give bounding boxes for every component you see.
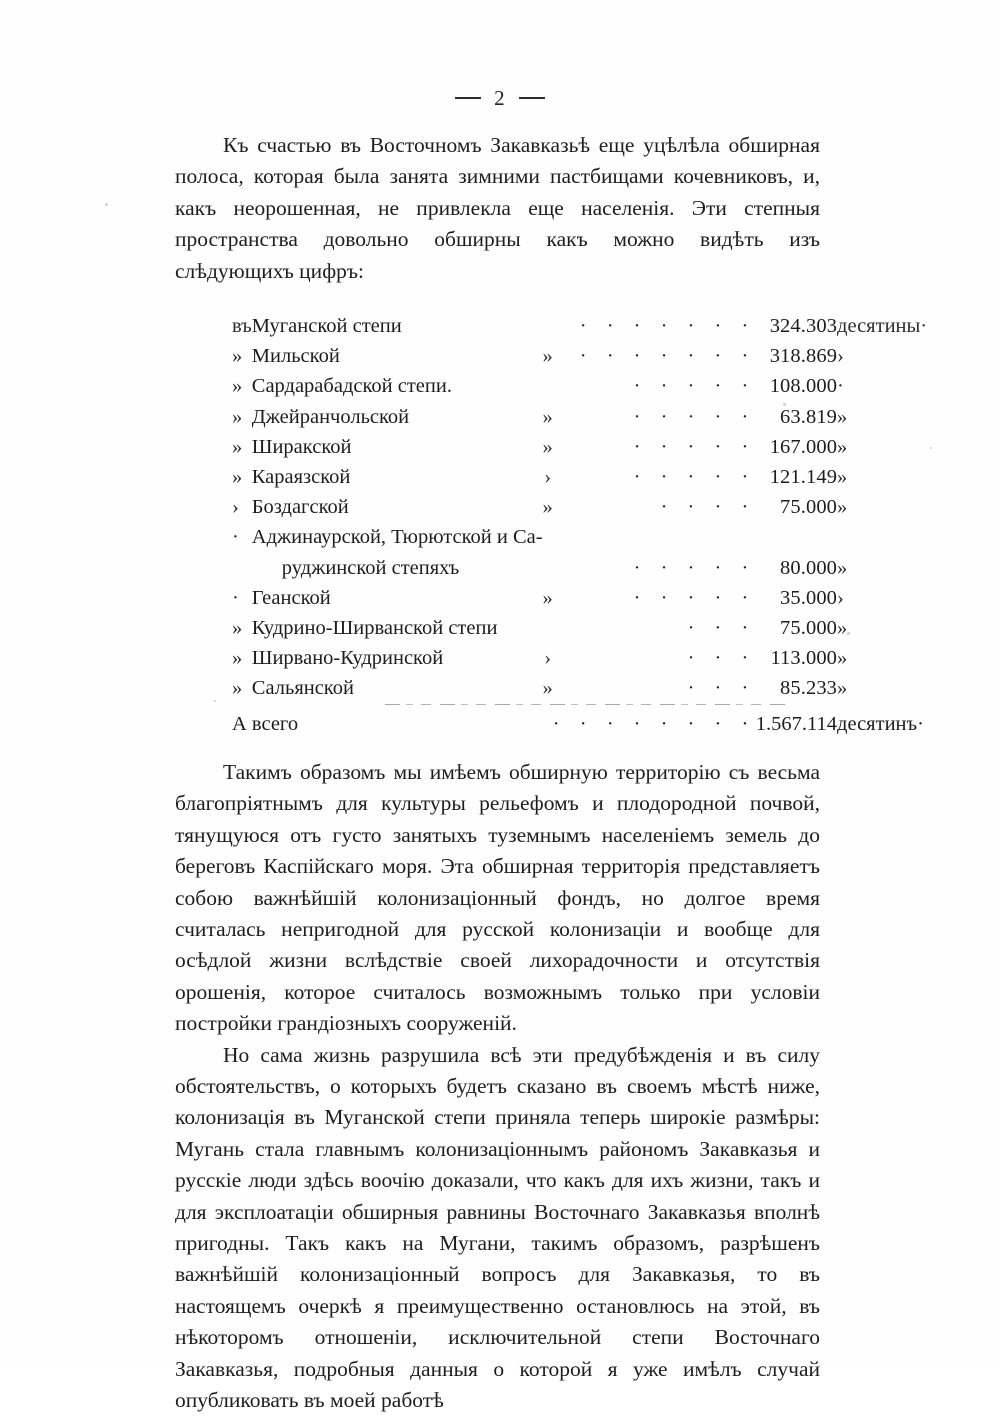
row-unit-marker: › (837, 345, 844, 368)
row-leader-dots: · · · · · (633, 435, 756, 458)
row-marker: » (232, 345, 243, 368)
row-marker: · (232, 526, 239, 549)
row-ditto-marker: » (542, 435, 553, 458)
steppes-table-row (232, 371, 927, 401)
total-rule-divider (385, 704, 787, 705)
row-steppe-name: Джейранчольской (251, 405, 410, 428)
row-unit-marker: » (837, 405, 848, 428)
row-steppe-name: Сардарабадской степи. (251, 375, 452, 398)
row-ditto-marker: » (542, 405, 553, 428)
row-marker: » (232, 375, 243, 398)
steppes-table-row (232, 583, 927, 613)
row-leader-dots: · · · (687, 617, 756, 640)
text-block (175, 130, 928, 1416)
row-ditto-marker: » (542, 345, 553, 368)
steppes-table-row (232, 643, 927, 673)
row-leader-dots: · · · (687, 647, 756, 670)
row-ditto-marker (543, 613, 553, 643)
row-leader-dots: · · · · · · · (579, 345, 756, 368)
row-leader-dots: · · · · (660, 496, 756, 519)
row-leader-dots (553, 522, 756, 552)
steppes-table-row (232, 553, 927, 583)
row-steppe-name: Кудрино-Ширванской степи (251, 617, 498, 640)
row-area-value: 75.000 (780, 496, 838, 519)
steppes-table-wrapper (175, 311, 928, 739)
row-area-value: 63.819 (780, 405, 838, 428)
row-leader-dots: · · · · · (633, 466, 756, 489)
row-ditto-marker: » (542, 586, 553, 609)
steppes-table-body (232, 311, 927, 739)
row-steppe-name: Боздагской (251, 496, 349, 519)
row-unit-marker: » (837, 647, 848, 670)
steppes-table-total-row (232, 704, 927, 739)
row-steppe-name: Муганской степи (251, 315, 402, 338)
row-ditto-marker: » (542, 677, 553, 700)
row-leader-dots: · · · · · (633, 375, 756, 398)
row-area-value: 108.000 (769, 375, 838, 398)
steppes-table-row (232, 673, 927, 703)
row-ditto-marker (543, 522, 553, 552)
row-steppe-name: Караязской (251, 466, 351, 489)
row-leader-dots: · · · (687, 677, 756, 700)
steppes-table-row (232, 311, 927, 341)
row-leader-dots: · · · · · (633, 556, 756, 579)
paragraph-2: Такимъ образомъ мы имѣемъ обширную территорію съ весьма благопріятнымъ для культуры рельефомъ и плодородной почвой, тянущуюся отъ густо занятыхъ туземнымъ населеніемъ земель до береговъ Каспійскаго моря. Эта обширная территорія представляетъ собою важнѣйшій колонизаціонный фондъ, но долгое время считалась непригодной для русской колонизаціи и вообще для осѣдлой жизни вслѣдствіе своей лихорадочности и отсутствія орошенія, которое считалось возможнымъ только при условіи постройки грандіозныхъ сооруженій. (175, 759, 820, 1036)
row-unit-marker: » (837, 435, 848, 458)
row-ditto-marker: › (544, 647, 552, 670)
row-marker: › (232, 496, 239, 519)
total-unit-label: десятинъ· (837, 712, 924, 735)
row-marker: · (232, 586, 239, 609)
total-leader-dots: · · · · · · · · (552, 712, 756, 735)
row-area-value: 35.000 (780, 586, 838, 609)
row-unit-marker: » (837, 496, 848, 519)
steppes-table-row (232, 402, 927, 432)
steppes-table (232, 311, 927, 739)
row-marker (232, 553, 252, 583)
steppes-table-row (232, 522, 927, 552)
row-ditto-marker (543, 371, 553, 401)
paragraph-1: Къ счастью въ Восточномъ Закавказьѣ еще уцѣлѣла обширная полоса, которая была занята зимними пастбищами кочевниковъ, и, какъ неорошенная, не привлекла еще населенія. Эти степныя пространства довольно обширны какъ можно видѣть изъ слѣдующихъ цифръ: (175, 133, 820, 283)
row-ditto-marker (543, 311, 553, 341)
row-marker: » (232, 466, 243, 489)
row-marker: » (232, 677, 243, 700)
scan-speck (930, 447, 932, 449)
scan-speck (105, 203, 108, 206)
row-steppe-name: Геанской (251, 586, 331, 609)
row-unit-marker: » (837, 677, 848, 700)
paragraph-3: Но сама жизнь разрушила всѣ эти предубѣжденія и въ силу обстоятельствъ, о которыхъ будетъ сказано въ своемъ мѣстѣ ниже, колонизація въ Муганской степи приняла теперь широкіе размѣры: Мугань стала главнымъ колонизаціоннымъ райономъ Закавказья и русскіе люди здѣсь воочію доказали, что какъ для ихъ жизни, такъ и для эксплоатаціи обширныя равнины Восточнаго Закавказья вполнѣ пригодны. Такъ какъ на Мугани, такимъ образомъ, разрѣшенъ важнѣйшій колонизаціонный вопросъ для Закавказья, то въ настоящемъ очеркѣ я преимущественно остановлюсь на этой, въ нѣкоторомъ отношеніи, исключительной степи Восточнаго Закавказья, подробныя данныя о которой я уже имѣлъ случай опубликовать въ моей работѣ (175, 1042, 820, 1412)
row-steppe-name: Ширвано-Кудринской (251, 647, 444, 670)
steppes-table-row (232, 341, 927, 371)
row-steppe-name: Аджинаурской, Тюрютской и Са- (251, 526, 543, 549)
row-unit-marker: › (837, 586, 844, 609)
row-unit-marker: · (837, 375, 844, 398)
folio-dash-right-icon (519, 97, 545, 99)
steppes-table-row (232, 492, 927, 522)
row-area-value (756, 522, 837, 552)
row-area-value: 121.149 (769, 466, 838, 489)
steppes-table-row (232, 462, 927, 492)
row-area-value: 85.233 (780, 677, 838, 700)
row-unit-marker: » (837, 556, 848, 579)
row-steppe-name: Ширакской (251, 435, 352, 458)
row-area-value: 80.000 (780, 556, 838, 579)
row-marker: въ (232, 315, 252, 338)
row-marker: » (232, 647, 243, 670)
row-leader-dots: · · · · · (633, 586, 756, 609)
row-marker: » (232, 617, 243, 640)
row-leader-dots: · · · · · · · (579, 315, 756, 338)
page-folio (0, 86, 1000, 111)
folio-dash-left-icon (455, 97, 481, 99)
row-steppe-name: Сальянской (251, 677, 354, 700)
row-area-value: 167.000 (769, 435, 838, 458)
row-unit-marker (837, 522, 927, 552)
row-ditto-marker: » (542, 496, 553, 519)
row-area-value: 324.303 (769, 315, 838, 338)
row-marker: » (232, 435, 243, 458)
steppes-table-row (232, 432, 927, 462)
row-unit-marker: » (837, 617, 848, 640)
row-ditto-marker: › (544, 466, 552, 489)
total-area-value: 1.567.114 (755, 712, 838, 735)
row-unit-marker: десятины· (837, 315, 928, 338)
row-steppe-name: руджинской степяхъ (281, 556, 460, 579)
row-unit-marker: » (837, 466, 848, 489)
folio-number: 2 (494, 86, 506, 110)
row-steppe-name: Мильской (251, 345, 340, 368)
row-area-value: 75.000 (780, 617, 838, 640)
row-area-value: 318.869 (769, 345, 838, 368)
row-marker: » (232, 405, 243, 428)
row-leader-dots: · · · · · (633, 405, 756, 428)
row-ditto-marker (543, 553, 553, 583)
row-area-value: 113.000 (770, 647, 838, 670)
steppes-table-row (232, 613, 927, 643)
total-label: А всего (232, 712, 299, 735)
